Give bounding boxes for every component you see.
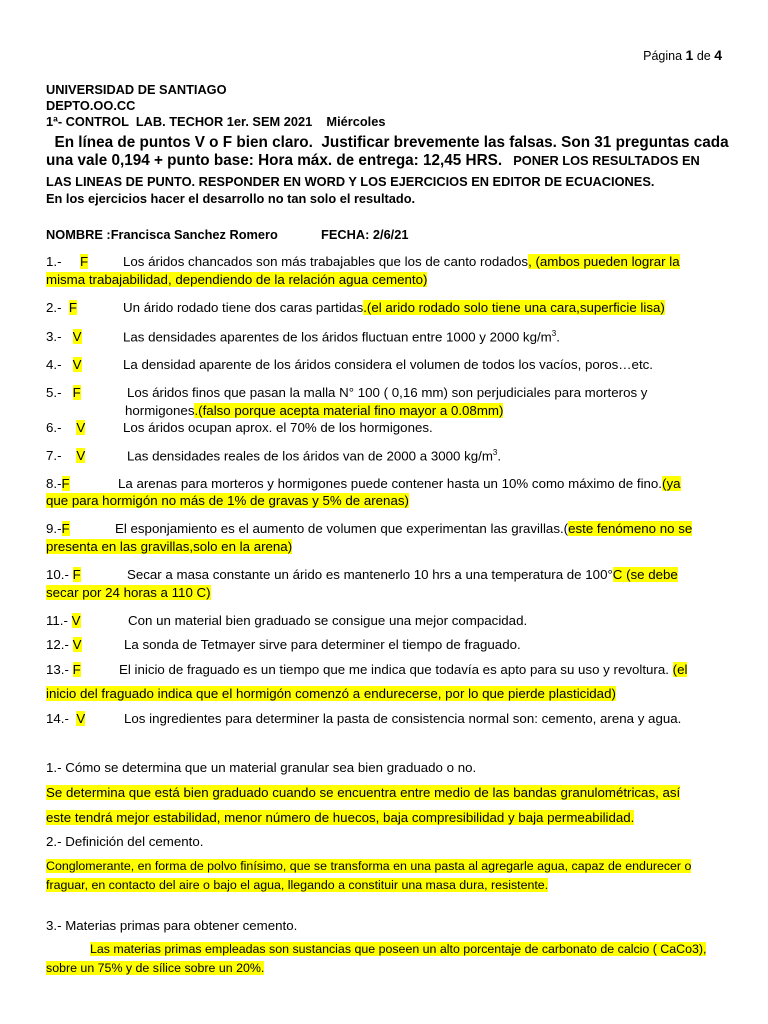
- justification: , (ambos pueden lograr la: [528, 254, 680, 269]
- open-answer-3-line-2: sobre un 75% y de sílice sobre un 20%.: [46, 961, 265, 975]
- question-number: 2.-: [46, 300, 62, 315]
- question-text: Los áridos chancados son más trabajables que los de canto rodados: [123, 254, 529, 269]
- question-text: hormigones: [125, 403, 195, 418]
- answer-mark: V: [76, 448, 86, 463]
- answer-mark: V: [76, 711, 86, 726]
- open-question-1: 1.- Cómo se determina que un material granular sea bien graduado o no.: [46, 760, 477, 775]
- question-text: Secar a masa constante un árido es mantenerlo 10 hrs a una temperatura de 100°: [127, 567, 613, 582]
- instructions: [46, 134, 736, 170]
- question-number: 3.-: [46, 329, 62, 344]
- question-9-text: [115, 521, 692, 536]
- question-14: [46, 711, 85, 726]
- student-name: NOMBRE :Francisca Sanchez Romero: [46, 227, 278, 242]
- page-label: Página: [643, 49, 683, 63]
- question-11: [46, 613, 81, 628]
- question-number: 5.-: [46, 385, 62, 400]
- justification-cont: inicio del fraguado indica que el hormigón comenzó a endurecerse, por lo que pierde plasticidad): [46, 686, 616, 701]
- exam-date: FECHA: 2/6/21: [321, 227, 409, 242]
- question-6-text: Los áridos ocupan aprox. el 70% de los hormigones.: [123, 420, 433, 435]
- answer-mark: V: [72, 329, 82, 344]
- justification-cont: secar por 24 horas a 110 C): [46, 585, 211, 600]
- question-8: [46, 476, 70, 491]
- answer-mark: V: [72, 357, 82, 372]
- question-number: 6.-: [46, 420, 62, 435]
- question-9: [46, 521, 70, 536]
- question-7-text: [127, 448, 501, 463]
- open-answer-1-line-2: este tendrá mejor estabilidad, menor número de huecos, baja compresibilidad y baja permeabilidad.: [46, 810, 635, 825]
- justification: (el: [672, 662, 688, 677]
- question-number: 14.-: [46, 711, 69, 726]
- question-number: 12.-: [46, 637, 69, 652]
- question-2: [46, 300, 77, 315]
- answer-mark: F: [61, 476, 70, 491]
- justification-cont: presenta en las gravillas,solo en la arena): [46, 539, 293, 554]
- question-number: 11.-: [46, 613, 68, 628]
- question-3-text: [123, 329, 560, 344]
- tail: .: [497, 448, 502, 464]
- question-7: [46, 448, 85, 463]
- question-number: 1.-: [46, 254, 62, 269]
- instructions-line-4: En los ejercicios hacer el desarrollo no tan solo el resultado.: [46, 191, 416, 206]
- question-6: [46, 420, 85, 435]
- question-text: Las densidades aparentes de los áridos fluctuan entre 1000 y 2000 kg/m: [123, 329, 552, 345]
- open-question-3: 3.- Materias primas para obtener cemento.: [46, 918, 298, 933]
- answer-mark: V: [71, 613, 81, 628]
- question-text: Las densidades reales de los áridos van de 2000 a 3000 kg/m: [127, 448, 493, 464]
- justification: C (se debe: [612, 567, 678, 582]
- answer-mark: F: [61, 521, 70, 536]
- page-total: 4: [714, 47, 722, 63]
- question-5-text: Los áridos finos que pasan la malla N° 100 ( 0,16 mm) son perjudiciales para morteros y: [127, 385, 648, 400]
- document-header: [46, 82, 736, 130]
- instructions-line-1: En línea de puntos V o F bien claro. Justificar brevemente las falsas. Son 31 preguntas cada: [46, 134, 729, 151]
- open-answer-2-line-1: Conglomerante, en forma de polvo finísimo, que se transforma en una pasta al agregarle agua, capaz de endurecer o: [46, 859, 692, 873]
- question-5: [46, 385, 81, 400]
- answer-mark: F: [72, 385, 81, 400]
- instructions-line-3: LAS LINEAS DE PUNTO. RESPONDER EN WORD Y LOS EJERCICIOS EN EDITOR DE ECUACIONES.: [46, 174, 655, 189]
- tail: .: [556, 329, 560, 345]
- question-4: [46, 357, 82, 372]
- superscript: 3: [551, 329, 557, 338]
- open-answer-2-line-2: fraguar, en contacto del aire o bajo el agua, llegando a constituir una masa dura, resistente.: [46, 878, 549, 892]
- superscript: 3: [492, 448, 498, 457]
- question-number: 4.-: [46, 357, 62, 372]
- question-10-text: [127, 567, 678, 582]
- department-name: DEPTO.OO.CC: [46, 98, 136, 113]
- justification-cont: misma trabajabilidad, dependiendo de la relación agua cemento): [46, 272, 428, 287]
- answer-mark: V: [76, 420, 86, 435]
- answer-mark: F: [72, 567, 81, 582]
- question-13-text: [119, 662, 687, 677]
- question-text: La arenas para morteros y hormigones puede contener hasta un 10% como máximo de fino.: [118, 476, 663, 491]
- question-1-text: [123, 254, 680, 269]
- answer-mark: F: [80, 254, 89, 269]
- control-title: 1ª- CONTROL LAB. TECHOR 1er. SEM 2021 Miércoles: [46, 114, 386, 129]
- question-number: 13.-: [46, 662, 69, 677]
- open-answer-3-line-1: Las materias primas empleadas son sustancias que poseen un alto porcentaje de carbonato de calcio ( CaCo3),: [90, 942, 707, 956]
- question-11-text: Con un material bien graduado se consigue una mejor compacidad.: [128, 613, 528, 628]
- justification: (ya: [662, 476, 681, 491]
- answer-mark: F: [72, 662, 81, 677]
- question-1: [46, 254, 88, 269]
- question-number: 9.-: [46, 521, 62, 536]
- justification: .(falso porque acepta material fino mayor a 0.08mm): [194, 403, 504, 418]
- question-text: El esponjamiento es el aumento de volumen que experimentan las gravillas.(: [115, 521, 569, 536]
- justification-cont: que para hormigón no más de 1% de gravas y 5% de arenas): [46, 493, 409, 508]
- university-name: UNIVERSIDAD DE SANTIAGO: [46, 82, 227, 97]
- justification: .(el arido rodado solo tiene una cara,superficie lisa): [363, 300, 665, 315]
- page-number: [643, 47, 722, 63]
- instructions-continued: [46, 174, 654, 206]
- question-number: 10.-: [46, 567, 69, 582]
- answer-mark: F: [68, 300, 78, 315]
- question-number: 8.-: [46, 476, 62, 491]
- question-14-text: Los ingredientes para determiner la pasta de consistencia normal son: cemento, arena y agua.: [124, 711, 682, 726]
- question-3: [46, 329, 82, 344]
- answer-mark: V: [72, 637, 82, 652]
- question-10: [46, 567, 81, 582]
- page-current: 1: [685, 47, 694, 63]
- question-text: Un árido rodado tiene dos caras partidas: [123, 300, 364, 315]
- question-12-text: La sonda de Tetmayer sirve para determiner el tiempo de fraguado.: [124, 637, 521, 652]
- page-of: de: [696, 49, 711, 63]
- question-number: 7.-: [46, 448, 62, 463]
- question-4-text: La densidad aparente de los áridos considera el volumen de todos los vacíos, poros…etc.: [123, 357, 653, 372]
- open-answer-1-line-1: Se determina que está bien graduado cuando se encuentra entre medio de las bandas granulométricas, así: [46, 785, 681, 800]
- instructions-line-2b: PONER LOS RESULTADOS EN: [513, 153, 700, 168]
- question-5-text-cont: [125, 403, 503, 418]
- instructions-line-2: una vale 0,194 + punto base: Hora máx. de entrega: 12,45 HRS.: [46, 152, 503, 169]
- question-2-text: [123, 300, 665, 315]
- question-8-text: [118, 476, 681, 491]
- question-13: [46, 662, 81, 677]
- justification: este fenómeno no se: [568, 521, 693, 536]
- open-question-2: 2.- Definición del cemento.: [46, 834, 204, 849]
- question-text: El inicio de fraguado es un tiempo que me indica que todavía es apto para su uso y revoltura.: [119, 662, 669, 677]
- question-12: [46, 637, 82, 652]
